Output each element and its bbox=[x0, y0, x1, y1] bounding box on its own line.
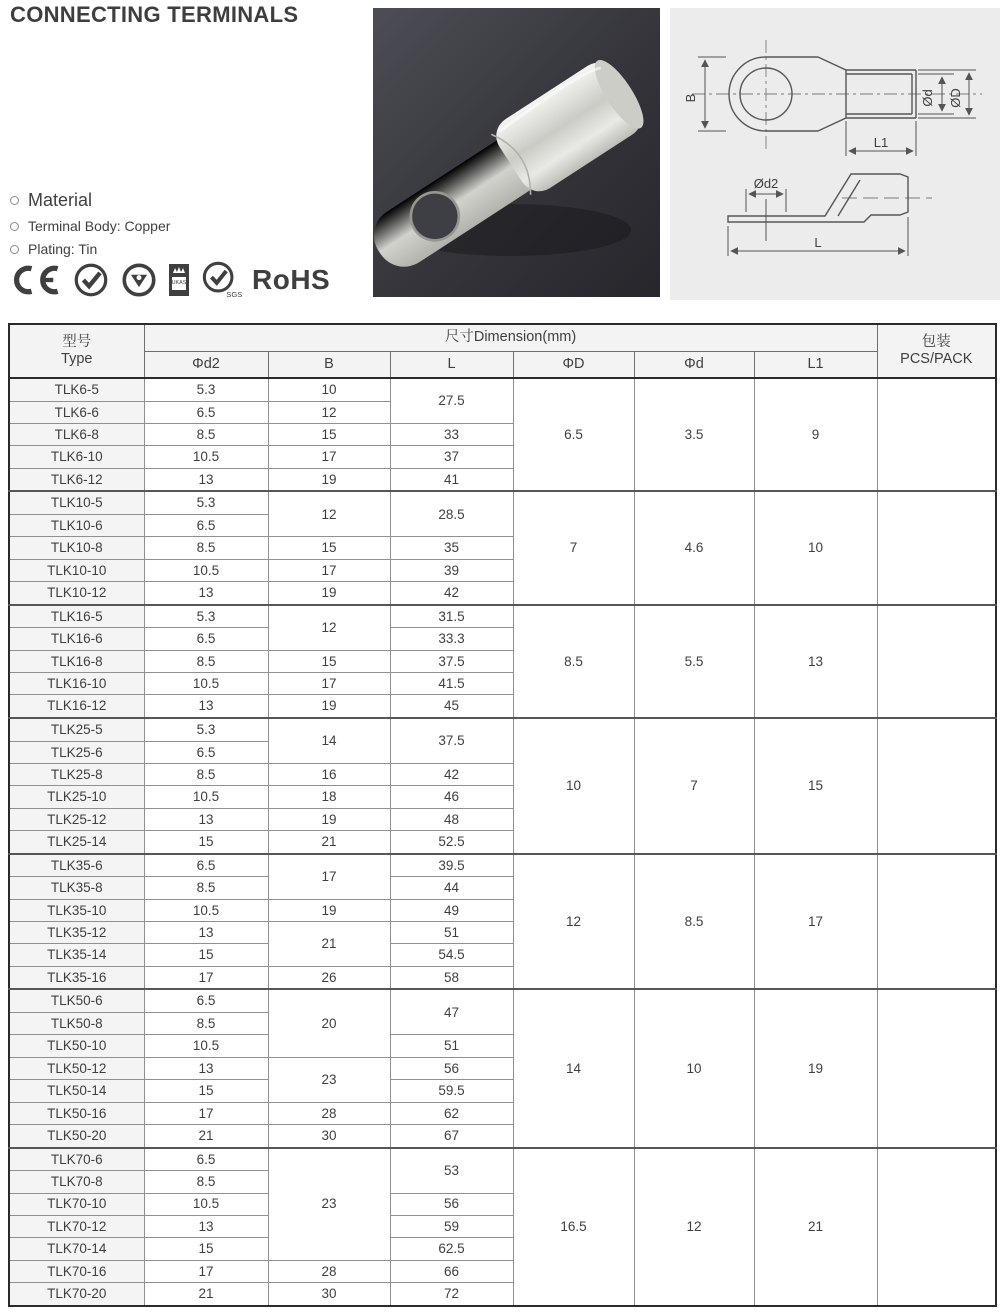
sgs-label: SGS bbox=[226, 290, 242, 300]
b-cell: 19 bbox=[268, 468, 390, 491]
phid-cell: 10 bbox=[634, 989, 754, 1147]
pack-cell bbox=[877, 605, 996, 718]
d2-cell: 10.5 bbox=[144, 446, 268, 468]
d2-cell: 6.5 bbox=[144, 989, 268, 1012]
type-cell: TLK16-8 bbox=[9, 650, 144, 672]
type-cell: TLK10-12 bbox=[9, 582, 144, 605]
header-col-d2: Φd2 bbox=[144, 351, 268, 378]
table-row bbox=[9, 854, 996, 877]
b-cell: 28 bbox=[268, 1102, 390, 1124]
sgs-check-icon bbox=[200, 260, 242, 300]
d2-cell: 6.5 bbox=[144, 514, 268, 536]
d2-cell: 8.5 bbox=[144, 763, 268, 785]
page-title: CONNECTING TERMINALS bbox=[10, 2, 299, 27]
material-item bbox=[10, 218, 170, 234]
b-cell: 19 bbox=[268, 899, 390, 921]
b-cell: 21 bbox=[268, 922, 390, 967]
material-heading-row bbox=[10, 190, 170, 211]
d2-cell: 15 bbox=[144, 1238, 268, 1260]
type-cell: TLK25-14 bbox=[9, 831, 144, 854]
b-cell: 16 bbox=[268, 763, 390, 785]
l-cell: 42 bbox=[390, 763, 513, 785]
header-col-d: Φd bbox=[634, 351, 754, 378]
type-cell: TLK16-6 bbox=[9, 628, 144, 650]
d2-cell: 21 bbox=[144, 1283, 268, 1306]
phiD-cell: 6.5 bbox=[513, 378, 634, 491]
l-cell: 37 bbox=[390, 446, 513, 468]
l-cell: 42 bbox=[390, 582, 513, 605]
ce-mark-icon bbox=[8, 263, 62, 297]
type-cell: TLK25-6 bbox=[9, 741, 144, 763]
d2-cell: 13 bbox=[144, 808, 268, 830]
l-cell: 33.3 bbox=[390, 628, 513, 650]
l-cell: 56 bbox=[390, 1193, 513, 1215]
d2-cell: 8.5 bbox=[144, 1013, 268, 1035]
l1-cell: 19 bbox=[754, 989, 877, 1147]
l-cell: 51 bbox=[390, 1035, 513, 1057]
technical-diagram bbox=[670, 8, 1000, 300]
type-cell: TLK6-10 bbox=[9, 446, 144, 468]
l-cell: 37.5 bbox=[390, 650, 513, 672]
b-cell: 30 bbox=[268, 1283, 390, 1306]
l1-cell: 15 bbox=[754, 718, 877, 854]
pack-cell bbox=[877, 854, 996, 990]
diagram-panel bbox=[670, 8, 1000, 300]
d2-cell: 6.5 bbox=[144, 401, 268, 423]
l-cell: 41.5 bbox=[390, 673, 513, 695]
d2-cell: 13 bbox=[144, 1057, 268, 1079]
header-type-zh: 型号 bbox=[62, 334, 92, 351]
type-cell: TLK35-16 bbox=[9, 966, 144, 989]
b-cell: 12 bbox=[268, 491, 390, 536]
header-col-b: B bbox=[268, 351, 390, 378]
d2-cell: 8.5 bbox=[144, 650, 268, 672]
type-cell: TLK70-20 bbox=[9, 1283, 144, 1306]
header-col-l1: L1 bbox=[754, 351, 877, 378]
d2-cell: 15 bbox=[144, 944, 268, 966]
l-cell: 72 bbox=[390, 1283, 513, 1306]
type-cell: TLK70-6 bbox=[9, 1148, 144, 1171]
type-cell: TLK6-8 bbox=[9, 423, 144, 445]
l-cell: 39 bbox=[390, 559, 513, 581]
pack-cell bbox=[877, 1148, 996, 1306]
type-cell: TLK70-8 bbox=[9, 1171, 144, 1193]
l-cell: 67 bbox=[390, 1124, 513, 1147]
ukas-badge-icon bbox=[168, 263, 190, 297]
b-cell: 21 bbox=[268, 831, 390, 854]
dim-label-l: L bbox=[814, 235, 822, 250]
dim-label-b: B bbox=[683, 93, 698, 103]
b-cell: 17 bbox=[268, 854, 390, 899]
b-cell: 19 bbox=[268, 695, 390, 718]
type-cell: TLK10-5 bbox=[9, 491, 144, 514]
dim-label-od: Ød bbox=[920, 89, 935, 107]
l1-cell: 13 bbox=[754, 605, 877, 718]
table-row bbox=[9, 605, 996, 628]
type-cell: TLK10-8 bbox=[9, 537, 144, 559]
l-cell: 35 bbox=[390, 537, 513, 559]
iso-cert-icon bbox=[120, 261, 158, 299]
header-pack-zh: 包装 bbox=[921, 334, 951, 351]
d2-cell: 10.5 bbox=[144, 559, 268, 581]
l-cell: 62.5 bbox=[390, 1238, 513, 1260]
header-type-en: Type bbox=[61, 351, 93, 367]
d2-cell: 17 bbox=[144, 1260, 268, 1282]
l-cell: 58 bbox=[390, 966, 513, 989]
type-cell: TLK16-5 bbox=[9, 605, 144, 628]
type-cell: TLK25-8 bbox=[9, 763, 144, 785]
l-cell: 31.5 bbox=[390, 605, 513, 628]
spec-table-body bbox=[9, 378, 996, 1306]
dim-label-oD: ØD bbox=[948, 88, 963, 108]
l-cell: 66 bbox=[390, 1260, 513, 1282]
l-cell: 41 bbox=[390, 468, 513, 491]
l-cell: 45 bbox=[390, 695, 513, 718]
b-cell: 20 bbox=[268, 989, 390, 1057]
type-cell: TLK25-5 bbox=[9, 718, 144, 741]
d2-cell: 5.3 bbox=[144, 718, 268, 741]
d2-cell: 10.5 bbox=[144, 1035, 268, 1057]
pack-cell bbox=[877, 989, 996, 1147]
d2-cell: 15 bbox=[144, 831, 268, 854]
quality-check-icon bbox=[72, 261, 110, 299]
l-cell: 44 bbox=[390, 877, 513, 899]
type-cell: TLK35-12 bbox=[9, 922, 144, 944]
l-cell: 59.5 bbox=[390, 1080, 513, 1102]
header-col-l: L bbox=[390, 351, 513, 378]
d2-cell: 13 bbox=[144, 922, 268, 944]
type-cell: TLK50-16 bbox=[9, 1102, 144, 1124]
table-row bbox=[9, 1148, 996, 1171]
type-cell: TLK25-10 bbox=[9, 786, 144, 808]
header-dimension: 尺寸Dimension(mm) bbox=[144, 324, 877, 351]
bullet-icon bbox=[10, 245, 19, 254]
d2-cell: 17 bbox=[144, 966, 268, 989]
pack-cell bbox=[877, 491, 996, 604]
l-cell: 33 bbox=[390, 423, 513, 445]
type-cell: TLK50-6 bbox=[9, 989, 144, 1012]
material-heading: Material bbox=[28, 190, 93, 210]
l-cell: 27.5 bbox=[390, 378, 513, 423]
b-cell: 15 bbox=[268, 650, 390, 672]
certification-logos bbox=[8, 260, 330, 300]
b-cell: 17 bbox=[268, 446, 390, 468]
d2-cell: 10.5 bbox=[144, 899, 268, 921]
type-cell: TLK10-10 bbox=[9, 559, 144, 581]
l1-cell: 10 bbox=[754, 491, 877, 604]
type-cell: TLK6-6 bbox=[9, 401, 144, 423]
b-cell: 28 bbox=[268, 1260, 390, 1282]
d2-cell: 15 bbox=[144, 1080, 268, 1102]
l-cell: 52.5 bbox=[390, 831, 513, 854]
d2-cell: 8.5 bbox=[144, 423, 268, 445]
b-cell: 10 bbox=[268, 378, 390, 401]
l-cell: 28.5 bbox=[390, 491, 513, 536]
type-cell: TLK25-12 bbox=[9, 808, 144, 830]
d2-cell: 5.3 bbox=[144, 605, 268, 628]
phiD-cell: 10 bbox=[513, 718, 634, 854]
b-cell: 19 bbox=[268, 582, 390, 605]
bullet-icon bbox=[10, 196, 19, 205]
phiD-cell: 8.5 bbox=[513, 605, 634, 718]
table-row bbox=[9, 718, 996, 741]
type-cell: TLK70-14 bbox=[9, 1238, 144, 1260]
l-cell: 46 bbox=[390, 786, 513, 808]
table-row bbox=[9, 378, 996, 401]
material-list bbox=[10, 190, 170, 264]
header-type bbox=[9, 324, 144, 378]
type-cell: TLK70-10 bbox=[9, 1193, 144, 1215]
l-cell: 51 bbox=[390, 922, 513, 944]
d2-cell: 5.3 bbox=[144, 491, 268, 514]
d2-cell: 5.3 bbox=[144, 378, 268, 401]
type-cell: TLK50-20 bbox=[9, 1124, 144, 1147]
ukas-label: UKAS bbox=[171, 280, 187, 286]
spec-table-header bbox=[9, 324, 996, 378]
type-cell: TLK50-14 bbox=[9, 1080, 144, 1102]
phid-cell: 4.6 bbox=[634, 491, 754, 604]
d2-cell: 8.5 bbox=[144, 537, 268, 559]
type-cell: TLK50-8 bbox=[9, 1013, 144, 1035]
l-cell: 47 bbox=[390, 989, 513, 1034]
d2-cell: 13 bbox=[144, 1215, 268, 1237]
type-cell: TLK35-14 bbox=[9, 944, 144, 966]
type-cell: TLK70-16 bbox=[9, 1260, 144, 1282]
phiD-cell: 16.5 bbox=[513, 1148, 634, 1306]
d2-cell: 10.5 bbox=[144, 1193, 268, 1215]
spec-table bbox=[8, 323, 997, 1307]
l-cell: 48 bbox=[390, 808, 513, 830]
d2-cell: 21 bbox=[144, 1124, 268, 1147]
pack-cell bbox=[877, 378, 996, 491]
type-cell: TLK6-12 bbox=[9, 468, 144, 491]
b-cell: 17 bbox=[268, 559, 390, 581]
b-cell: 12 bbox=[268, 401, 390, 423]
type-cell: TLK16-10 bbox=[9, 673, 144, 695]
phid-cell: 3.5 bbox=[634, 378, 754, 491]
material-item-label: Plating: Tin bbox=[28, 241, 98, 257]
table-row bbox=[9, 491, 996, 514]
b-cell: 26 bbox=[268, 966, 390, 989]
b-cell: 18 bbox=[268, 786, 390, 808]
type-cell: TLK50-12 bbox=[9, 1057, 144, 1079]
b-cell: 17 bbox=[268, 673, 390, 695]
d2-cell: 8.5 bbox=[144, 877, 268, 899]
phid-cell: 12 bbox=[634, 1148, 754, 1306]
b-cell: 23 bbox=[268, 1148, 390, 1261]
header-pack-en: PCS/PACK bbox=[900, 351, 973, 367]
l1-cell: 21 bbox=[754, 1148, 877, 1306]
d2-cell: 17 bbox=[144, 1102, 268, 1124]
d2-cell: 10.5 bbox=[144, 673, 268, 695]
phiD-cell: 7 bbox=[513, 491, 634, 604]
b-cell: 15 bbox=[268, 423, 390, 445]
header-pack bbox=[877, 324, 996, 378]
l1-cell: 17 bbox=[754, 854, 877, 990]
type-cell: TLK10-6 bbox=[9, 514, 144, 536]
d2-cell: 6.5 bbox=[144, 741, 268, 763]
type-cell: TLK16-12 bbox=[9, 695, 144, 718]
phid-cell: 8.5 bbox=[634, 854, 754, 990]
b-cell: 30 bbox=[268, 1124, 390, 1147]
product-photo bbox=[373, 8, 660, 297]
dim-label-l1: L1 bbox=[873, 135, 889, 150]
phid-cell: 7 bbox=[634, 718, 754, 854]
type-cell: TLK50-10 bbox=[9, 1035, 144, 1057]
phiD-cell: 14 bbox=[513, 989, 634, 1147]
table-row bbox=[9, 989, 996, 1012]
pack-cell bbox=[877, 718, 996, 854]
phiD-cell: 12 bbox=[513, 854, 634, 990]
b-cell: 12 bbox=[268, 605, 390, 650]
type-cell: TLK35-10 bbox=[9, 899, 144, 921]
l-cell: 56 bbox=[390, 1057, 513, 1079]
b-cell: 14 bbox=[268, 718, 390, 763]
d2-cell: 6.5 bbox=[144, 1148, 268, 1171]
dim-label-od2: Ød2 bbox=[753, 176, 779, 191]
rohs-label: RoHS bbox=[252, 264, 331, 295]
l-cell: 59 bbox=[390, 1215, 513, 1237]
type-cell: TLK70-12 bbox=[9, 1215, 144, 1237]
b-cell: 15 bbox=[268, 537, 390, 559]
d2-cell: 13 bbox=[144, 582, 268, 605]
b-cell: 23 bbox=[268, 1057, 390, 1102]
type-cell: TLK35-6 bbox=[9, 854, 144, 877]
phid-cell: 5.5 bbox=[634, 605, 754, 718]
l-cell: 62 bbox=[390, 1102, 513, 1124]
d2-cell: 13 bbox=[144, 695, 268, 718]
material-item-label: Terminal Body: Copper bbox=[28, 218, 171, 234]
bullet-icon bbox=[10, 222, 19, 231]
l-cell: 53 bbox=[390, 1148, 513, 1193]
l-cell: 54.5 bbox=[390, 944, 513, 966]
d2-cell: 8.5 bbox=[144, 1171, 268, 1193]
header-col-D: ΦD bbox=[513, 351, 634, 378]
d2-cell: 6.5 bbox=[144, 628, 268, 650]
b-cell: 19 bbox=[268, 808, 390, 830]
l-cell: 39.5 bbox=[390, 854, 513, 877]
d2-cell: 13 bbox=[144, 468, 268, 491]
d2-cell: 10.5 bbox=[144, 786, 268, 808]
material-item bbox=[10, 241, 170, 257]
l-cell: 49 bbox=[390, 899, 513, 921]
l-cell: 37.5 bbox=[390, 718, 513, 763]
d2-cell: 6.5 bbox=[144, 854, 268, 877]
l1-cell: 9 bbox=[754, 378, 877, 491]
type-cell: TLK35-8 bbox=[9, 877, 144, 899]
type-cell: TLK6-5 bbox=[9, 378, 144, 401]
